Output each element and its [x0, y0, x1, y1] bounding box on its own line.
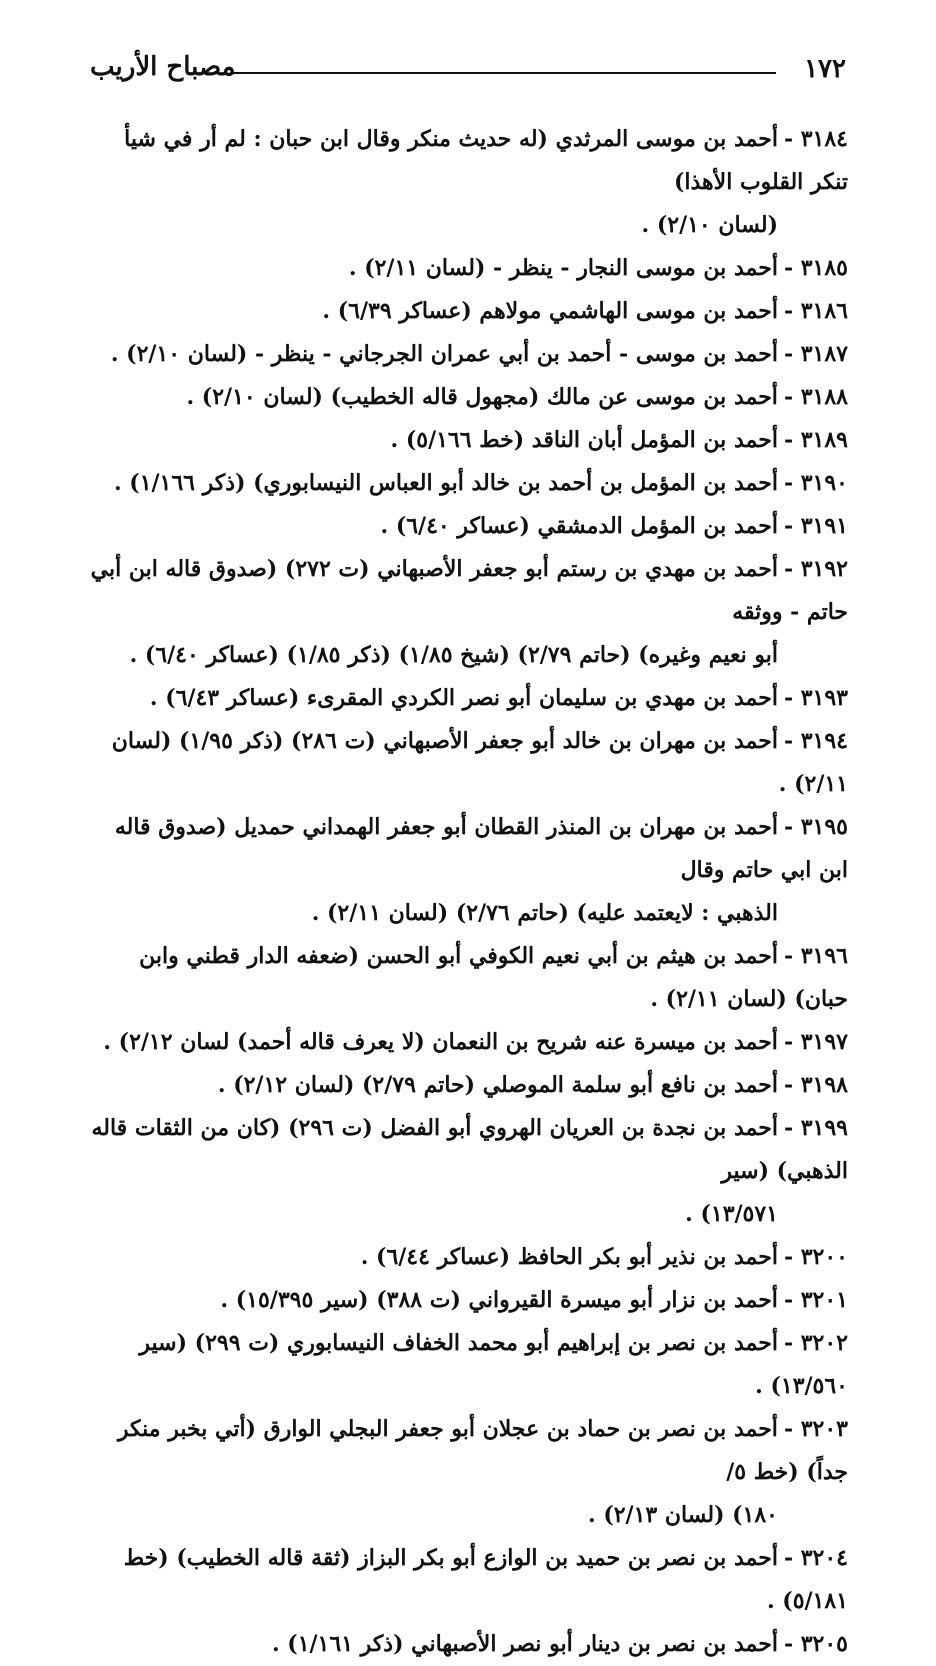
entry-number: ٣١٨٧ - — [783, 341, 848, 367]
entry-number: ٣٢٠٥ - — [783, 1631, 848, 1657]
entry-text: أحمد بن نصر بن إبراهيم أبو محمد الخفاف النيسابوري (ت ٢٩٩) (سير ١٣/٥٦٠) . — [139, 1330, 848, 1399]
entry — [80, 419, 848, 462]
entry-number: ٣١٩٩ - — [783, 1115, 848, 1141]
entry-continuation: أبو نعيم وغيره) (حاتم ٢/٧٩) (شيخ ١/٨٥) (ذكر ١/٨٥) (عساكر ٦/٤٠) . — [129, 642, 778, 668]
entry-text: أحمد بن مهران بن المنذر القطان أبو جعفر الهمداني حمديل (صدوق قاله ابن ابي حاتم وقال — [114, 814, 848, 883]
entry — [80, 376, 848, 419]
page-header — [90, 50, 846, 90]
entry — [80, 1623, 848, 1666]
entry-text: أحمد بن المؤمل أبان الناقد (خط ٥/١٦٦) . — [390, 427, 778, 453]
entry-number: ٣١٩٠ - — [783, 470, 848, 496]
entry — [80, 1236, 848, 1279]
entry-text: أحمد بن موسى المرثدي (له حديث منكر وقال ابن حبان : لم أر في شيأ تنكر القلوب الأهذا) — [124, 126, 848, 195]
entry — [80, 1537, 848, 1623]
entry-text: أحمد بن مهدي بن رستم أبو جعفر الأصبهاني (ت ٢٧٢) (صدوق قاله ابن أبي حاتم - ووثقه — [90, 556, 848, 625]
entry-number: ٣١٩١ - — [783, 513, 848, 539]
entry-text: أحمد بن مهران بن خالد أبو جعفر الأصبهاني (ت ٢٨٦) (ذكر ١/٩٥) (لسان ٢/١١) . — [111, 728, 848, 797]
entry-text: أحمد بن نصر بن دينار أبو نصر الأصبهاني (ذكر ١/١٦١) . — [271, 1631, 778, 1657]
entry-text: أحمد بن نزار أبو ميسرة القيرواني (ت ٣٨٨) (سير ١٥/٣٩٥) . — [220, 1287, 778, 1313]
entry-number: ٣١٨٦ - — [783, 298, 848, 324]
entry-number: ٣١٨٩ - — [783, 427, 848, 453]
entry-number: ٣٢٠٤ - — [783, 1545, 848, 1571]
running-title: مصباح الأريب — [90, 52, 236, 82]
entry — [80, 935, 848, 1021]
entry-text: أحمد بن موسى النجار - ينظر - (لسان ٢/١١) . — [348, 255, 778, 281]
entry-text: أحمد بن موسى الهاشمي مولاهم (عساكر ٦/٣٩) . — [322, 298, 778, 324]
entry-number: ٣٢٠٠ - — [783, 1244, 848, 1270]
entry-text: أحمد بن المؤمل بن أحمد بن خالد أبو العباس النيسابوري) (ذكر ١/١٦٦) . — [113, 470, 778, 496]
header-rule — [230, 72, 776, 74]
entry — [80, 677, 848, 720]
entry — [80, 1279, 848, 1322]
entry-number: ٣١٩٣ - — [783, 685, 848, 711]
entry-number: ٣١٩٥ - — [783, 814, 848, 840]
entry-text: أحمد بن مهدي بن سليمان أبو نصر الكردي المقرىء (عساكر ٦/٤٣) . — [149, 685, 778, 711]
page-number: ١٧٢ — [804, 54, 846, 84]
entry-text: أحمد بن نافع أبو سلمة الموصلي (حاتم ٢/٧٩) (لسان ٢/١٢) . — [217, 1072, 778, 1098]
entry — [80, 548, 848, 677]
entry-text: أحمد بن موسى - أحمد بن أبي عمران الجرجاني - ينظر - (لسان ٢/١٠) . — [110, 341, 778, 367]
entry-continuation: ١٨٠) (لسان ٢/١٣) . — [588, 1502, 778, 1528]
entry-number: ٣٢٠٢ - — [783, 1330, 848, 1356]
entry — [80, 247, 848, 290]
entry — [80, 505, 848, 548]
entry-text: أحمد بن نصر بن حماد بن عجلان أبو جعفر البجلي الوارق (أتي بخبر منكر جداً) (خط ٥/ — [117, 1416, 848, 1485]
entry-text: أحمد بن نجدة بن العريان الهروي أبو الفضل (ت ٢٩٦) (كان من الثقات قاله الذهبي) (سير — [91, 1115, 848, 1184]
entry-number: ٣١٩٦ - — [783, 943, 848, 969]
entry — [80, 806, 848, 935]
entry-number: ٣١٩٨ - — [783, 1072, 848, 1098]
entry-number: ٣١٩٧ - — [783, 1029, 848, 1055]
entry-continuation: الذهبي : لايعتمد عليه) (حاتم ٢/٧٦) (لسان ٢/١١) . — [311, 900, 778, 926]
entry-number: ٣١٨٨ - — [783, 384, 848, 410]
entry — [80, 462, 848, 505]
entries-list — [80, 118, 848, 1666]
entry-text: أحمد بن هيثم بن أبي نعيم الكوفي أبو الحسن (ضعفه الدار قطني وابن حبان) (لسان ٢/١١) . — [139, 943, 848, 1012]
entry — [80, 118, 848, 247]
entry-number: ٣٢٠٣ - — [783, 1416, 848, 1442]
entry — [80, 1322, 848, 1408]
entry — [80, 720, 848, 806]
entry-text: أحمد بن نصر بن حميد بن الوازع أبو بكر البزاز (ثقة قاله الخطيب) (خط ٥/١٨١) . — [123, 1545, 848, 1614]
entry-continuation: ١٣/٥٧١) . — [685, 1201, 778, 1227]
entry — [80, 290, 848, 333]
entry-continuation: (لسان ٢/١٠) . — [641, 212, 778, 238]
entry — [80, 1107, 848, 1236]
entry — [80, 1408, 848, 1537]
entry-text: أحمد بن المؤمل الدمشقي (عساكر ٦/٤٠) . — [380, 513, 778, 539]
entry-text: أحمد بن ميسرة عنه شريح بن النعمان (لا يعرف قاله أحمد) لسان ٢/١٢) . — [103, 1029, 778, 1055]
entry-number: ٣١٩٤ - — [783, 728, 848, 754]
entry — [80, 1064, 848, 1107]
entry-number: ٣١٩٢ - — [783, 556, 848, 582]
entry-number: ٣١٨٥ - — [783, 255, 848, 281]
entry — [80, 333, 848, 376]
entry-number: ٣١٨٤ - — [783, 126, 848, 152]
entry-number: ٣٢٠١ - — [783, 1287, 848, 1313]
entry-text: أحمد بن موسى عن مالك (مجهول قاله الخطيب) (لسان ٢/١٠) . — [186, 384, 778, 410]
entry-text: أحمد بن نذير أبو بكر الحافظ (عساكر ٦/٤٤) . — [360, 1244, 778, 1270]
entry — [80, 1021, 848, 1064]
